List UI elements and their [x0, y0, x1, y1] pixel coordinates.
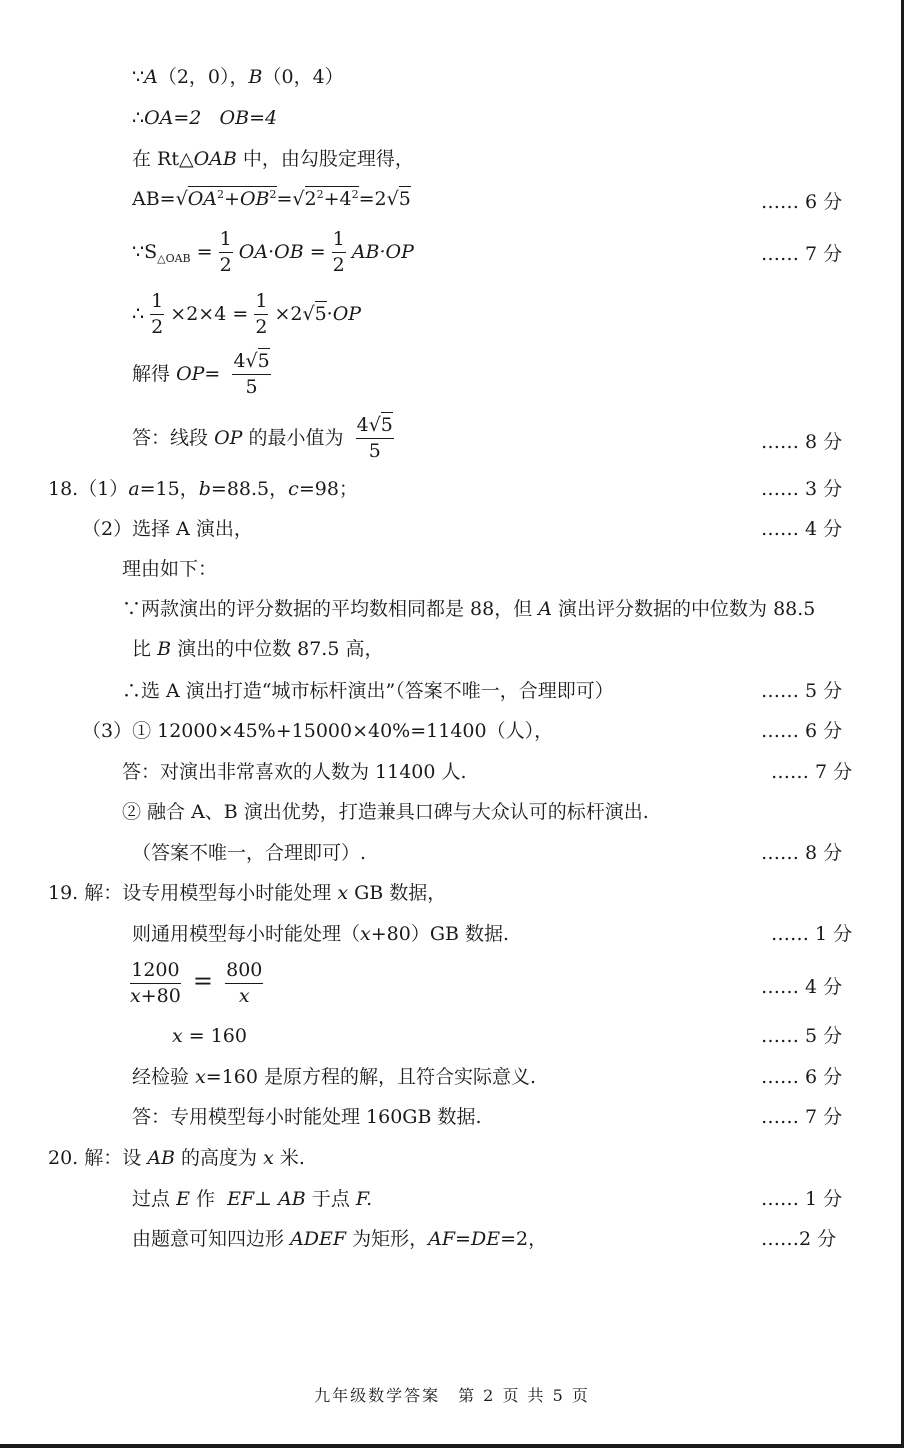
p17-line-2: ∴OA=2 OB=4	[132, 107, 278, 129]
eq-two: =2，	[500, 1228, 548, 1250]
score-6: …… 6 分	[761, 720, 843, 742]
sqrt-5: √5	[302, 302, 327, 325]
p17-line-4	[132, 190, 411, 209]
two-coef: =2	[358, 188, 387, 210]
times-two: ×2	[274, 302, 303, 325]
var-x: x	[263, 1147, 274, 1169]
bottom-border	[0, 1444, 904, 1448]
oa-term: OA	[187, 188, 218, 210]
var-x: x	[360, 923, 371, 945]
score-6: …… 6 分	[761, 1066, 843, 1088]
fraction-half: $\frac{1}{2}$	[332, 228, 345, 276]
sqrt-2-4: $√2^2+4^2$	[292, 188, 359, 210]
p18-line-4	[122, 600, 815, 619]
x-value: = 160	[182, 1025, 247, 1047]
score-2: ……2 分	[761, 1228, 837, 1250]
eq-2: =	[303, 240, 332, 263]
two-term: 2	[304, 188, 317, 210]
eq-sign: =	[276, 188, 293, 210]
fraction-800: $\frac{800}{x}$	[226, 959, 263, 1007]
p18-line-5	[132, 640, 383, 659]
oa-value: OA=2	[144, 107, 202, 129]
p20-line-2	[132, 1190, 372, 1209]
median-b-text: 演出的中位数 87.5 高，	[177, 638, 384, 660]
point-f: F.	[355, 1188, 373, 1210]
var-x: x	[337, 882, 349, 904]
op-eq: OP=	[176, 362, 221, 385]
p18-line-3: 理由如下：	[122, 558, 218, 580]
segment-ab: AB	[278, 1188, 306, 1210]
point-a: A	[144, 66, 158, 88]
p17-line-3	[132, 150, 414, 169]
p18-line-8: 答：对演出非常喜欢的人数为 11400 人.	[122, 761, 467, 783]
at-point: 于点	[311, 1188, 350, 1210]
score-3: …… 3 分	[761, 478, 843, 500]
rt-label: 在 Rt△	[132, 148, 194, 170]
p19-line-1	[48, 884, 446, 903]
four-term: +4	[323, 188, 352, 210]
var-x: x	[195, 1066, 206, 1088]
avg-text: ∵两款演出的评分数据的平均数相同都是 88，但	[122, 598, 533, 620]
p17-line-6: ∴ $\frac{1}{2}$ ×2×4 = $\frac{1}{2}$ ×2√5·OP	[132, 290, 362, 338]
plus-80-text: +80）GB 数据.	[370, 923, 510, 945]
fraction-4root5-over-5: $\frac{4√5}{5}$	[356, 414, 393, 462]
p17-line-1: ∵A（2，0），B（0，4）	[132, 66, 344, 88]
p20-line-1	[48, 1149, 305, 1168]
var-x: x	[172, 1025, 183, 1047]
quad-text: 由题意可知四边形	[132, 1228, 285, 1250]
fraction-4root5-over-5: $\frac{4√5}{5}$	[233, 350, 270, 398]
min-value-text: 的最小值为	[248, 426, 344, 449]
through-point: 过点	[132, 1188, 171, 1210]
sqrt-oa-ob: $√OA^2+OB^2$	[175, 188, 277, 210]
point-b: B	[248, 66, 263, 88]
show-b: B	[157, 638, 172, 660]
score-4: …… 4 分	[761, 976, 843, 998]
solve-label: 解得	[132, 362, 171, 385]
p18-line-1	[48, 480, 358, 499]
triangle-oab: OAB	[193, 148, 237, 170]
answer-label: 答：线段	[132, 426, 209, 449]
score-5: …… 5 分	[761, 1025, 843, 1047]
score-1: …… 1 分	[761, 1188, 843, 1210]
var-c: c	[288, 478, 299, 500]
quad-adef: ADEF	[290, 1228, 347, 1250]
point-e: E	[176, 1188, 190, 1210]
score-7: …… 7 分	[761, 1106, 843, 1128]
p20-line-3	[132, 1230, 547, 1249]
fraction-1200: $\frac{1200}{x+80}$	[130, 959, 181, 1007]
p18-line-6: ∴选 A 演出打造“城市标杆演出”（答案不唯一，合理即可）	[122, 680, 614, 702]
ab-op: AB·OP	[351, 240, 414, 263]
height-text: 的高度为	[181, 1147, 258, 1169]
ob-value: OB=4	[219, 107, 278, 129]
ab-eq: AB=	[132, 188, 176, 210]
setup-text: 20. 解：设	[48, 1147, 142, 1169]
fraction-half: $\frac{1}{2}$	[151, 290, 164, 338]
p19-line-6: 答：专用模型每小时能处理 160GB 数据.	[132, 1106, 482, 1128]
op-var: OP	[214, 426, 243, 449]
setup-text: 19. 解：设专用模型每小时能处理	[48, 882, 332, 904]
score-8: …… 8 分	[761, 431, 843, 453]
eq-1: =	[190, 240, 219, 263]
compare-text: 比	[132, 638, 152, 660]
fraction-half: $\frac{1}{2}$	[255, 290, 268, 338]
ob-term: +OB	[224, 188, 270, 210]
segment-ab: AB	[147, 1147, 175, 1169]
score-1: …… 1 分	[771, 923, 853, 945]
sqrt-5: √5	[386, 188, 411, 210]
check-result: =160 是原方程的解，且符合实际意义.	[205, 1066, 537, 1088]
p18-line-9: ② 融合 A、B 演出优势，打造兼具口碑与大众认可的标杆演出.	[122, 801, 649, 823]
c-val: =98；	[298, 478, 358, 500]
show-a: A	[538, 598, 552, 620]
point-b-coord: （0，4）	[262, 66, 344, 88]
general-model-text: 则通用模型每小时能处理（	[132, 923, 361, 945]
gb-text: GB 数据，	[354, 882, 447, 904]
rect-text: 为矩形，	[352, 1228, 429, 1250]
meter-text: 米.	[279, 1147, 305, 1169]
score-7: …… 7 分	[771, 761, 853, 783]
p18-line-7: （3）① 12000×45%+15000×40%=11400（人），	[82, 720, 554, 742]
area-sub: △OAB	[157, 251, 191, 265]
draw-text: 作	[195, 1188, 215, 1210]
problem-18-number: 18.（1）	[48, 478, 129, 500]
segment-ef: EF	[227, 1188, 255, 1210]
pythagoras-text: 中，由勾股定理得，	[236, 148, 414, 170]
p19-line-5	[132, 1068, 536, 1087]
score-7: …… 7 分	[761, 243, 843, 265]
perp-symbol: ⊥	[254, 1188, 273, 1210]
area-s: S	[144, 240, 158, 263]
score-8: …… 8 分	[761, 842, 843, 864]
var-b: b	[198, 478, 211, 500]
p17-line-8	[132, 416, 394, 462]
var-a: a	[128, 478, 140, 500]
page-footer: 九年级数学答案 第 2 页 共 5 页	[314, 1386, 590, 1405]
b-val: =88.5，	[210, 478, 289, 500]
p18-line-2: （2）选择 A 演出，	[82, 518, 253, 540]
oa-ob: OA·OB	[238, 240, 304, 263]
p17-line-7	[132, 352, 271, 398]
p19-equation	[130, 961, 263, 1007]
median-text: 演出评分数据的中位数为 88.5	[558, 598, 816, 620]
dot-op: ·OP	[326, 302, 362, 325]
af-de: AF=DE	[428, 1228, 501, 1250]
two-times-four: ×2×4 =	[170, 302, 249, 325]
p18-line-10: （答案不唯一，合理即可）.	[132, 842, 367, 864]
score-6: …… 6 分	[761, 191, 843, 213]
a-val: =15，	[139, 478, 199, 500]
score-4: …… 4 分	[761, 518, 843, 540]
fraction-half: $\frac{1}{2}$	[219, 228, 232, 276]
check-text: 经检验	[132, 1066, 190, 1088]
point-a-coord: （2，0），	[157, 66, 249, 88]
p19-line-2	[132, 925, 509, 944]
score-5: …… 5 分	[761, 680, 843, 702]
equals: =	[192, 966, 214, 995]
p19-line-4	[172, 1027, 247, 1046]
p17-line-5: $\because S_{\triangle OAB}$ = $\frac{1}{2}$ OA·OB = $\frac{1}{2}$ AB·OP	[132, 228, 414, 276]
